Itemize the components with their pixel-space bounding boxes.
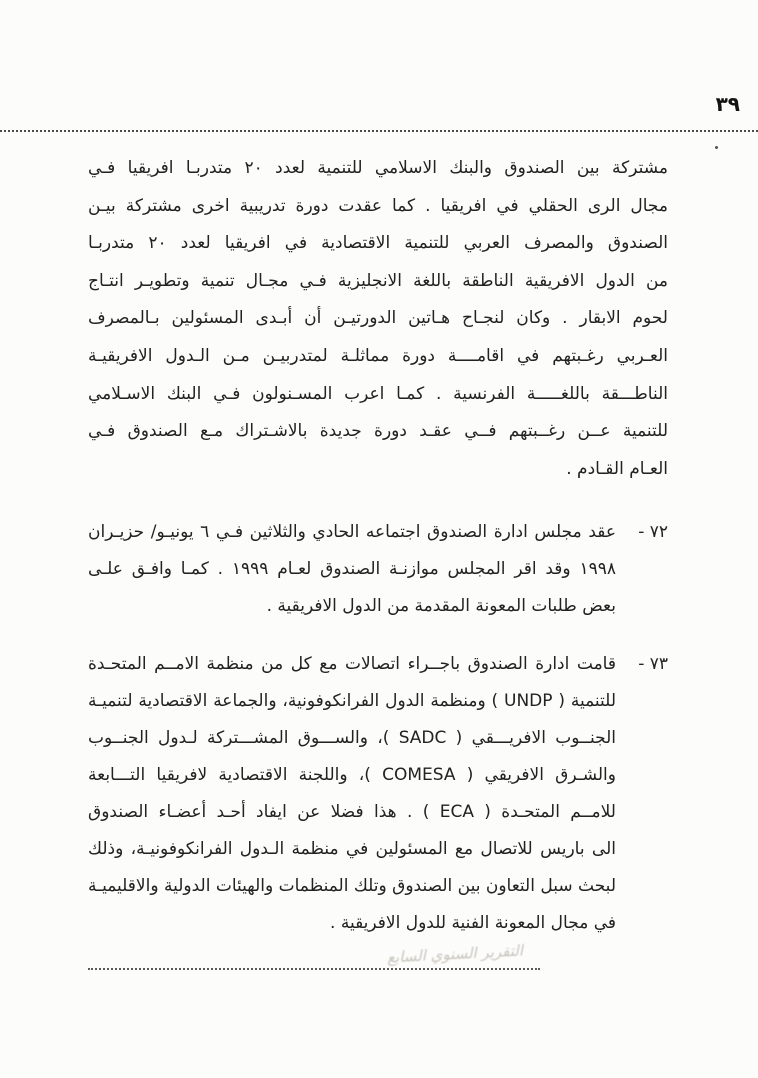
text-line: للتنمية ( UNDP ) ومنظمة الدول الفرانكوفونية، والجماعة الاقتصادية لتنميـة — [88, 691, 616, 711]
text-line: لحوم الابقار . وكان لنجـاح هـاتين الدورتيـن أن أبـدى المسئولين بـالمصرف — [88, 308, 668, 329]
text-line: في مجال المعونة الفنية للدول الافريقية . — [330, 913, 616, 933]
text-line: مجال الرى الحقلي في افريقيا . كما عقدت دورة تدريبية اخرى مشتركة بيـن — [88, 195, 668, 216]
item-body — [88, 646, 616, 942]
text-line: العـام القـادم . — [566, 458, 668, 479]
text-line: والشـرق الافريقي ( COMESA )، واللجنة الاقتصادية لافريقيا التـــابعة — [88, 765, 616, 785]
item-number: ٧٣ - — [638, 654, 668, 674]
text-line: الجنــوب الافريـــقي ( SADC )، والســـوق المشـــتركة لـدول الجنــوب — [88, 728, 616, 748]
text-line: لبحث سبل التعاون بين الصندوق وتلك المنظمات والهيئات الدولية والاقليميـة — [88, 876, 616, 896]
text-line: قامت ادارة الصندوق باجــراء اتصالات مع كل من منظمة الامــم المتحـدة — [88, 654, 616, 674]
text-line: بعض طلبات المعونة المقدمة من الدول الافريقية . — [266, 596, 616, 616]
text-line: الى باريس للاتصال مع المسئولين في منظمة الـدول الفرانكوفونيـة، وذلك — [88, 839, 616, 859]
item-body — [88, 514, 616, 625]
text-line: من الدول الافريقية الناطقة باللغة الانجليزية فـي مجـال تنمية وتطويـر انتـاج — [88, 270, 668, 291]
footer-divider — [88, 968, 540, 970]
text-line: العـربي رغـبتهم في اقامــــة دورة مماثلـة لمتدربيـن مـن الـدول الافريقيـة — [88, 345, 668, 366]
text-line: ١٩٩٨ وقد اقر المجلس موازنـة الصندوق لعـام ١٩٩٩ . كمـا وافـق علـى — [88, 559, 616, 579]
text-block — [88, 0, 668, 1078]
text-line: الصندوق والمصرف العربي للتنمية الاقتصادية في افريقيا لعدد ٢٠ متدربـا — [88, 233, 668, 254]
text-line: للامــم المتحـدة ( ECA ) . هذا فضلا عن ايفاد أحـد أعضـاء الصندوق — [88, 802, 616, 822]
text-line: عقد مجلس ادارة الصندوق اجتماعه الحادي والثلاثين فـي ٦ يونيـو/ حزيـران — [88, 522, 616, 542]
numbered-item-72 — [88, 514, 668, 625]
intro-paragraph — [88, 150, 668, 488]
scan-artifact-dot — [715, 146, 718, 149]
numbered-item-73 — [88, 646, 668, 942]
text-line: مشتركة بين الصندوق والبنك الاسلامي للتنمية لعدد ٢٠ متدربـا افريقيا فـي — [88, 158, 668, 178]
footer-stamp: التقرير السنوي السابع — [386, 941, 524, 967]
text-line: للتنمية عــن رغــبتهم فــي عقـد دورة جديدة بالاشـتراك مـع الصندوق فـي — [88, 421, 668, 442]
text-line: الناطـــقة باللغـــــة الفرنسية . كمـا اعرب المسـنولون فـي البنك الاسـلامي — [88, 383, 668, 404]
item-number: ٧٢ - — [638, 522, 668, 542]
page-number: ٣٩ — [715, 92, 740, 116]
